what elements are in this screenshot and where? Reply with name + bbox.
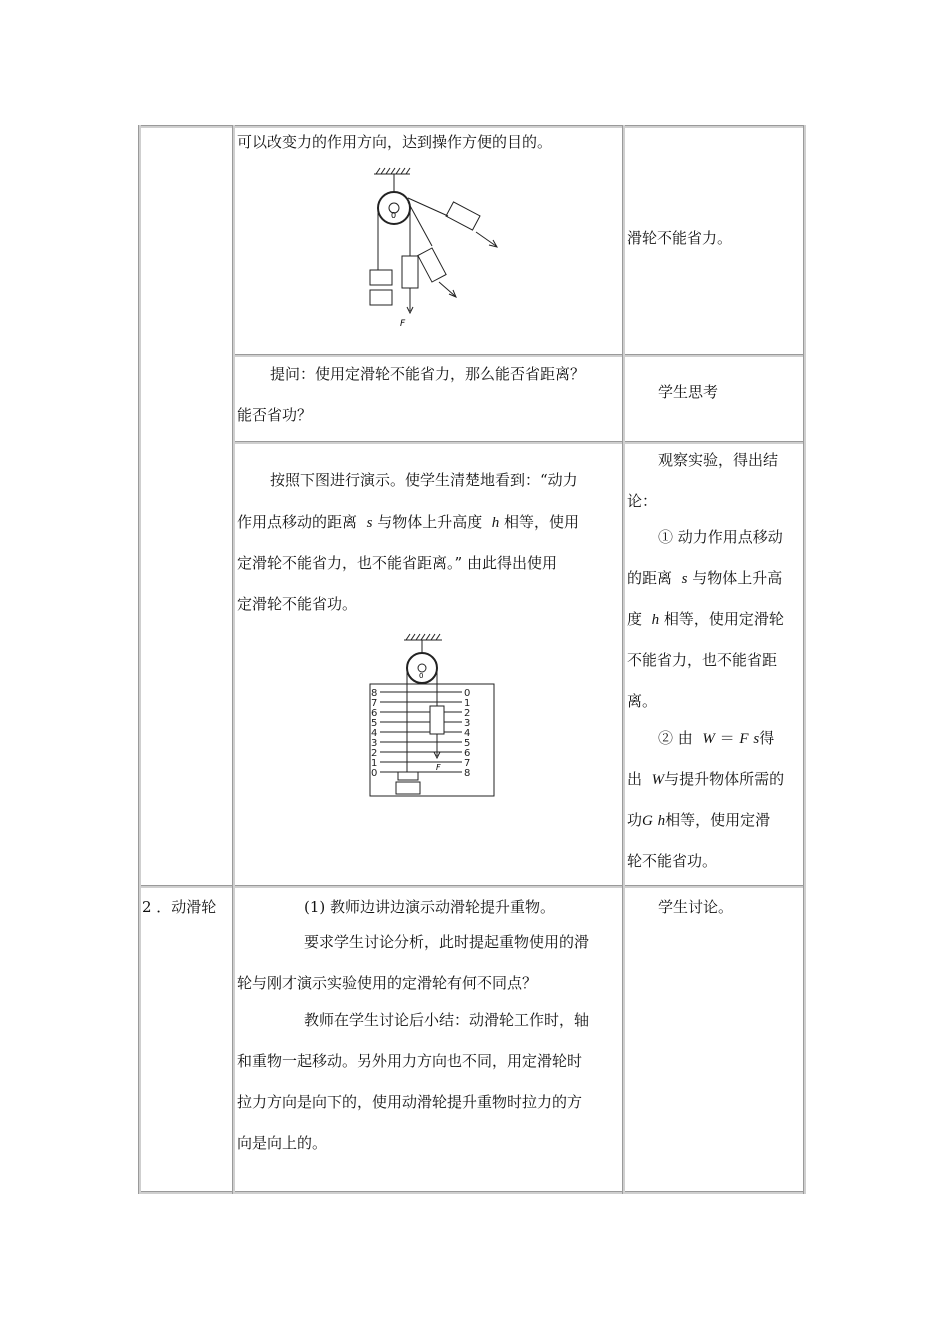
spring-scale-vertical [402, 256, 418, 288]
ceiling-hatch [374, 168, 410, 192]
row4-main-line1: (1) 教师边讲边演示动滑轮提升重物。 [304, 898, 556, 916]
row3-right-line11: 轮不能省功。 [627, 852, 718, 870]
svg-text:4: 4 [464, 728, 471, 739]
svg-text:5: 5 [464, 738, 471, 749]
right-scale-numbers [464, 688, 470, 779]
row3-right-line6: 不能省力，也不能省距 [627, 651, 778, 669]
fixed-pulley-scale-diagram [366, 632, 496, 802]
force-label-f-2: F [436, 763, 441, 772]
svg-text:3: 3 [464, 718, 471, 729]
load-block-2b [396, 782, 420, 794]
pulley-axle-label: 0 [391, 211, 397, 220]
svg-text:5: 5 [371, 718, 378, 729]
row4-right-text: 学生讨论。 [658, 898, 734, 916]
row2-question-line1: 提问：使用定滑轮不能省力，那么能否省距离？ [270, 365, 586, 383]
row3-right-line8: ② 由 W ＝ F s得 [658, 729, 775, 747]
ceiling-hatch-2 [404, 634, 442, 654]
row3-right-line1: 观察实验，得出结 [658, 451, 779, 469]
row4-main-line6: 拉力方向是向下的，使用动滑轮提升重物时拉力的方 [237, 1093, 583, 1111]
col-divider-1 [232, 125, 235, 1194]
scale-board [370, 684, 494, 796]
spring-scale-oblique [418, 248, 446, 282]
svg-text:0: 0 [371, 768, 378, 779]
col-divider-2 [622, 125, 625, 1194]
svg-text:4: 4 [371, 728, 378, 739]
row4-main-line4: 教师在学生讨论后小结：动滑轮工作时，轴 [304, 1011, 590, 1029]
row3-main-line4: 定滑轮不能省功。 [237, 595, 358, 613]
row3-right-line4: 的距离 s 与物体上升高 [627, 569, 783, 587]
row1-right-text: 滑轮不能省力。 [627, 229, 733, 247]
scale-lines [380, 692, 462, 772]
row3-right-line2: 论： [627, 492, 658, 510]
row4-main-line5: 和重物一起移动。另外用力方向也不同，用定滑轮时 [237, 1052, 583, 1070]
svg-text:8: 8 [371, 688, 378, 699]
row2-question-line2: 能否省功？ [237, 406, 313, 424]
svg-text:2: 2 [464, 708, 471, 719]
svg-text:6: 6 [464, 748, 471, 759]
row-divider-2 [232, 441, 806, 444]
table-border-left [138, 125, 141, 1194]
row4-section-label: 2 ．动滑轮 [142, 898, 217, 916]
svg-text:0: 0 [464, 688, 471, 699]
row4-main-line7: 向是向上的。 [237, 1134, 328, 1152]
row4-main-line3: 轮与刚才演示实验使用的定滑轮有何不同点？ [237, 974, 538, 992]
svg-text:7: 7 [371, 698, 378, 709]
table-border-bottom [138, 1191, 806, 1194]
pulley-axle-label-2: 0 [419, 672, 424, 680]
row3-main-line3: 定滑轮不能省力，也不能省距离。” 由此得出使用 [237, 554, 557, 572]
row3-right-line7: 离。 [627, 692, 658, 710]
load-block-2a [398, 772, 418, 780]
svg-text:1: 1 [371, 758, 378, 769]
spring-scale-2 [430, 706, 444, 734]
left-scale-numbers [371, 688, 377, 779]
row4-main-line2: 要求学生讨论分析，此时提起重物使用的滑 [304, 933, 590, 951]
svg-text:3: 3 [371, 738, 378, 749]
svg-text:1: 1 [464, 698, 471, 709]
table-border-top [138, 125, 806, 128]
spring-scale-angled [446, 202, 480, 230]
load-block-bottom [370, 290, 392, 305]
svg-text:7: 7 [464, 758, 471, 769]
row3-right-line10: 功G h相等，使用定滑 [627, 811, 771, 829]
table-border-right [803, 125, 806, 1194]
svg-text:8: 8 [464, 768, 471, 779]
row3-main-line2: 作用点移动的距离 s 与物体上升高度 h 相等，使用 [237, 513, 580, 531]
load-block-top [370, 270, 392, 285]
pulley-axle-2 [418, 664, 426, 672]
force-label-f: F [400, 319, 406, 329]
row3-right-line5: 度 h 相等，使用定滑轮 [627, 610, 784, 628]
row2-right-text: 学生思考 [658, 383, 719, 401]
row-divider-1 [232, 354, 806, 357]
row1-main-text: 可以改变力的作用方向，达到操作方便的目的。 [237, 133, 553, 151]
row-divider-3 [138, 885, 806, 888]
svg-text:2: 2 [371, 748, 378, 759]
svg-text:6: 6 [371, 708, 378, 719]
row3-main-line1: 按照下图进行演示。使学生清楚地看到：“动力 [270, 471, 578, 489]
row3-right-line9: 出 W与提升物体所需的 [627, 770, 785, 788]
row3-right-line3: ① 动力作用点移动 [658, 528, 783, 546]
fixed-pulley-direction-diagram [362, 166, 512, 341]
